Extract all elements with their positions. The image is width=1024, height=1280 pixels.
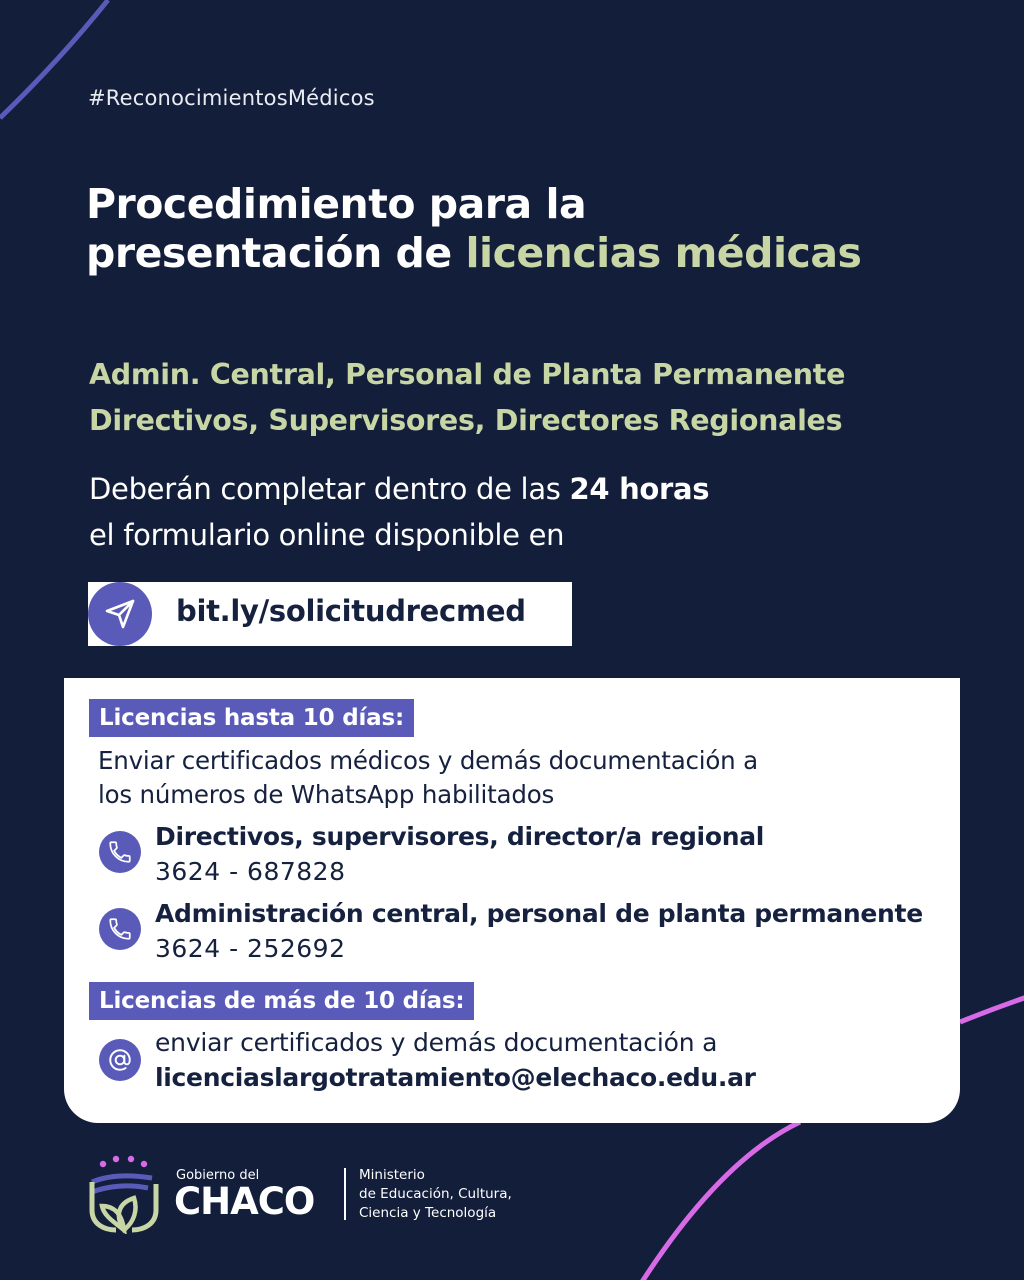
contact-number-administracion[interactable]: 3624 - 252692 [155, 934, 346, 963]
subtitle-line2: Directivos, Supervisores, Directores Regionales [89, 404, 843, 437]
chaco-logo-icon [86, 1152, 162, 1234]
contact-title-administracion: Administración central, personal de planta permanente [155, 899, 923, 928]
footer-divider [344, 1168, 346, 1220]
province-name: CHACO [174, 1180, 315, 1223]
phone-icon [99, 908, 141, 950]
ministry-name [359, 1166, 512, 1223]
phone-icon [99, 831, 141, 873]
tag-short-leave: Licencias hasta 10 días: [89, 699, 414, 737]
form-link-text[interactable]: bit.ly/solicitudrecmed [176, 594, 526, 628]
intro-line1-prefix: Deberán completar dentro de las [89, 472, 570, 506]
intro-text [89, 466, 709, 558]
subtitle-line1: Admin. Central, Personal de Planta Permanente [89, 358, 846, 391]
audience-subtitle [89, 352, 845, 444]
send-arrow-icon [88, 582, 152, 646]
hashtag: #ReconocimientosMédicos [88, 86, 375, 110]
ministry-line2: de Educación, Cultura, [359, 1186, 512, 1202]
bottom-right-arc-lower [640, 1122, 800, 1280]
info-card [64, 678, 960, 1123]
short-leave-instructions [98, 744, 758, 812]
intro-line1 [89, 466, 709, 512]
intro-line2: el formulario online disponible en [89, 518, 565, 552]
title-highlight: licencias médicas [465, 229, 862, 277]
short-leave-line2: los números de WhatsApp habilitados [98, 780, 555, 809]
contact-title-directivos: Directivos, supervisores, director/a regional [155, 822, 765, 851]
ministry-line1: Ministerio [359, 1167, 425, 1183]
form-link[interactable] [88, 582, 572, 646]
title-line1: Procedimiento para la [86, 180, 587, 228]
title-line2-prefix: presentación de [86, 229, 466, 277]
intro-deadline: 24 horas [569, 472, 710, 506]
ministry-line3: Ciencia y Tecnología [359, 1205, 497, 1221]
short-leave-line1: Enviar certificados médicos y demás documentación a [98, 746, 758, 775]
email-address[interactable]: licenciaslargotratamiento@elechaco.edu.ar [155, 1063, 756, 1092]
tag-long-leave: Licencias de más de 10 días: [89, 982, 474, 1020]
at-sign-icon [99, 1039, 141, 1081]
government-label: Gobierno del [176, 1168, 260, 1183]
long-leave-instructions: enviar certificados y demás documentación a [155, 1028, 718, 1057]
contact-number-directivos[interactable]: 3624 - 687828 [155, 857, 346, 886]
page-title [86, 180, 861, 278]
bottom-right-arc [960, 996, 1024, 1022]
